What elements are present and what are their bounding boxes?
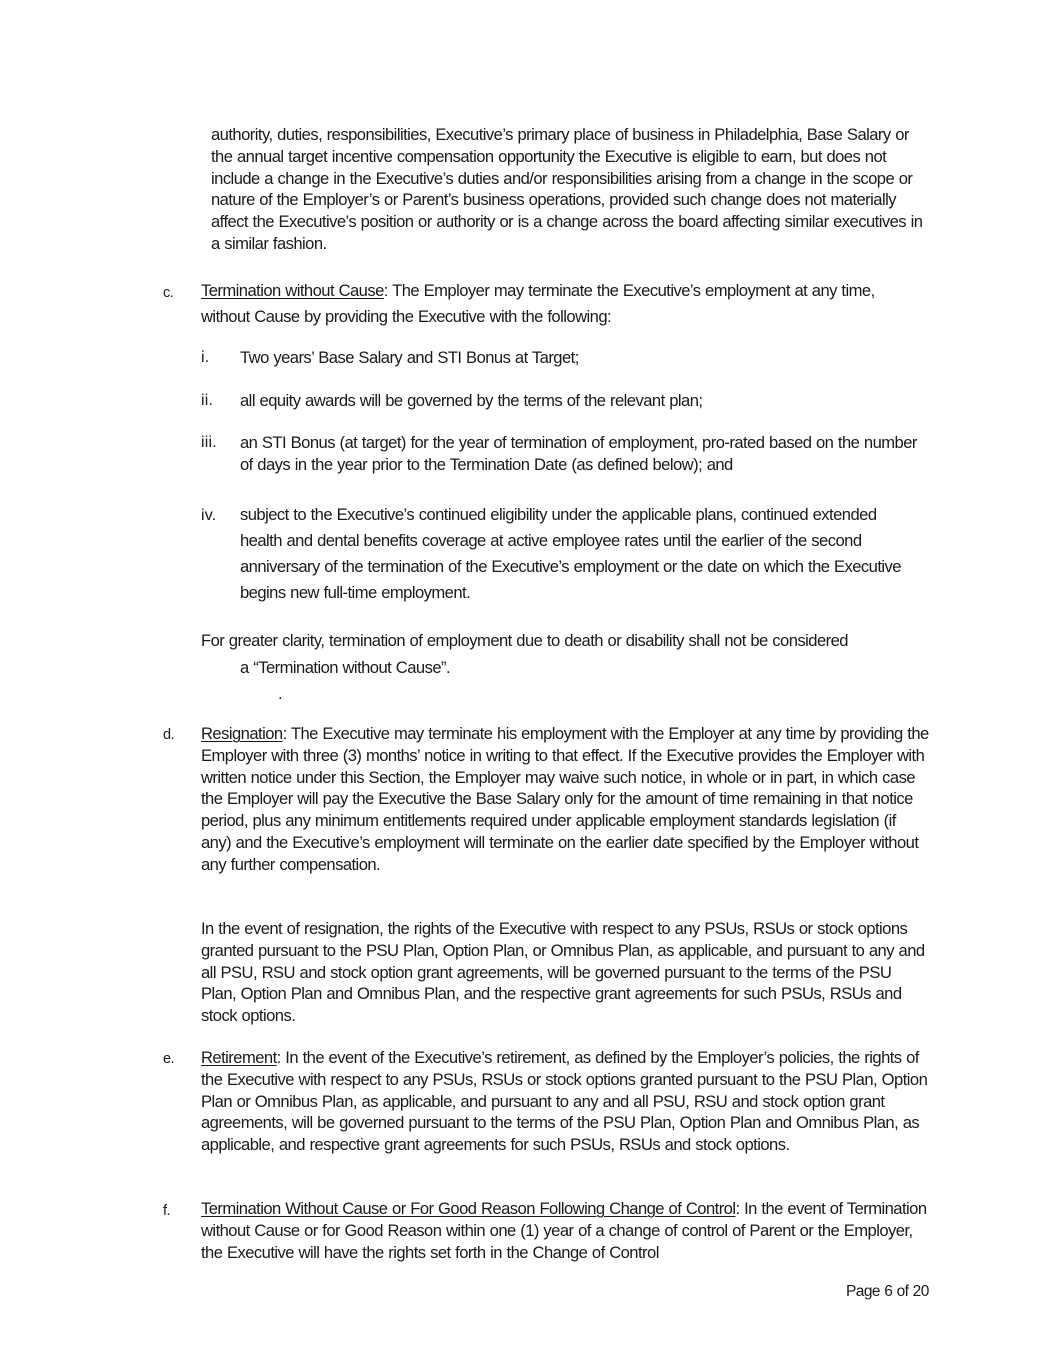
item-iv-number: iv. <box>201 507 217 524</box>
section-f-body: In the event of Termination without Cause or for Good Reason within one (1) year of a change of control of Parent or the Employer, the Executive will have the rights set forth in the Change of Control <box>201 1199 927 1262</box>
section-f-heading: Termination Without Cause or For Good Reason Following Change of Control <box>201 1199 736 1218</box>
clarity-line-1: For greater clarity, termination of employment due to death or disability shall not be considered <box>201 631 848 650</box>
section-c-marker: c. <box>163 285 174 301</box>
item-iii-number: iii. <box>201 434 217 451</box>
section-d-marker: d. <box>163 727 174 743</box>
continuation-paragraph: authority, duties, responsibilities, Executive’s primary place of business in Philadelphia, Base Salary or the annual target incentive compensation opportunity the Executive is eligible to earn, but does not include a change in the Executive’s duties and/or responsibilities arising from a change in the scope or nature of the Employer’s or Parent’s business operations, provided such change does not materially affect the Executive’s position or authority or is a change across the board affecting similar executives in a similar fashion. <box>211 125 923 253</box>
page-number: Page 6 of 20 <box>846 1283 929 1300</box>
section-e-colon: : <box>276 1048 281 1067</box>
section-d-colon: : <box>282 724 287 743</box>
stray-dot: . <box>278 684 283 703</box>
item-ii-number: ii. <box>201 392 214 409</box>
section-d-body: The Executive may terminate his employment with the Employer at any time by providing the Employer with three (3) months’ notice in writing to that effect. If the Executive provides the Employer with written notice under this Section, the Employer may waive such notice, in whole or in part, in which case the Employer will pay the Executive the Base Salary only for the amount of time remaining in that notice period, plus any minimum entitlements required under applicable employment standards legislation (if any) and the Executive’s employment will terminate on the earlier date specified by the Employer without any further compensation. <box>201 724 929 874</box>
item-i-text: Two years’ Base Salary and STI Bonus at Target; <box>240 348 579 367</box>
item-i-number: i. <box>201 349 210 366</box>
item-iv-text: subject to the Executive’s continued eligibility under the applicable plans, continued extended health and dental benefits coverage at active employee rates until the earlier of the second anniversary of the termination of the Executive’s employment or the date on which the Executive begins new full-time employment. <box>240 505 901 602</box>
section-c-heading: Termination without Cause <box>201 281 384 300</box>
section-c-paragraph <box>201 278 927 330</box>
section-f-marker: f. <box>163 1203 170 1219</box>
clarity-line-2: a “Termination without Cause”. <box>240 658 451 677</box>
section-e-body: In the event of the Executive’s retirement, as defined by the Employer’s policies, the rights of the Executive with respect to any PSUs, RSUs or stock options granted pursuant to the PSU Plan, Option Plan or Omnibus Plan, as applicable, and pursuant to any and all PSU, RSU and stock option grant agreements, will be governed pursuant to the terms of the PSU Plan, Option Plan and Omnibus Plan, as applicable, and respective grant agreements for such PSUs, RSUs and stock options. <box>201 1048 928 1155</box>
section-e-marker: e. <box>163 1051 174 1067</box>
section-c-body: The Employer may terminate the Executive’s employment at any time, without Cause by providing the Executive with the following: <box>201 281 875 326</box>
item-iii-text: an STI Bonus (at target) for the year of termination of employment, pro-rated based on the number of days in the year prior to the Termination Date (as defined below); and <box>240 433 917 474</box>
section-d-heading: Resignation <box>201 724 283 743</box>
section-e-paragraph <box>201 1047 931 1156</box>
section-e-heading: Retirement <box>201 1048 277 1067</box>
section-d-paragraph <box>201 723 929 876</box>
section-c-colon: : <box>383 281 388 300</box>
section-f-paragraph <box>201 1198 931 1263</box>
item-ii-text: all equity awards will be governed by the terms of the relevant plan; <box>240 391 703 410</box>
section-d-paragraph-2: In the event of resignation, the rights of the Executive with respect to any PSUs, RSUs or stock options granted pursuant to the PSU Plan, Option Plan, or Omnibus Plan, as applicable, and pursuant to any and all PSU, RSU and stock option grant agreements, will be governed pursuant to the terms of the PSU Plan, Option Plan and Omnibus Plan, and the respective grant agreements for such PSUs, RSUs and stock options. <box>201 919 925 1026</box>
section-f-colon: : <box>735 1199 740 1218</box>
